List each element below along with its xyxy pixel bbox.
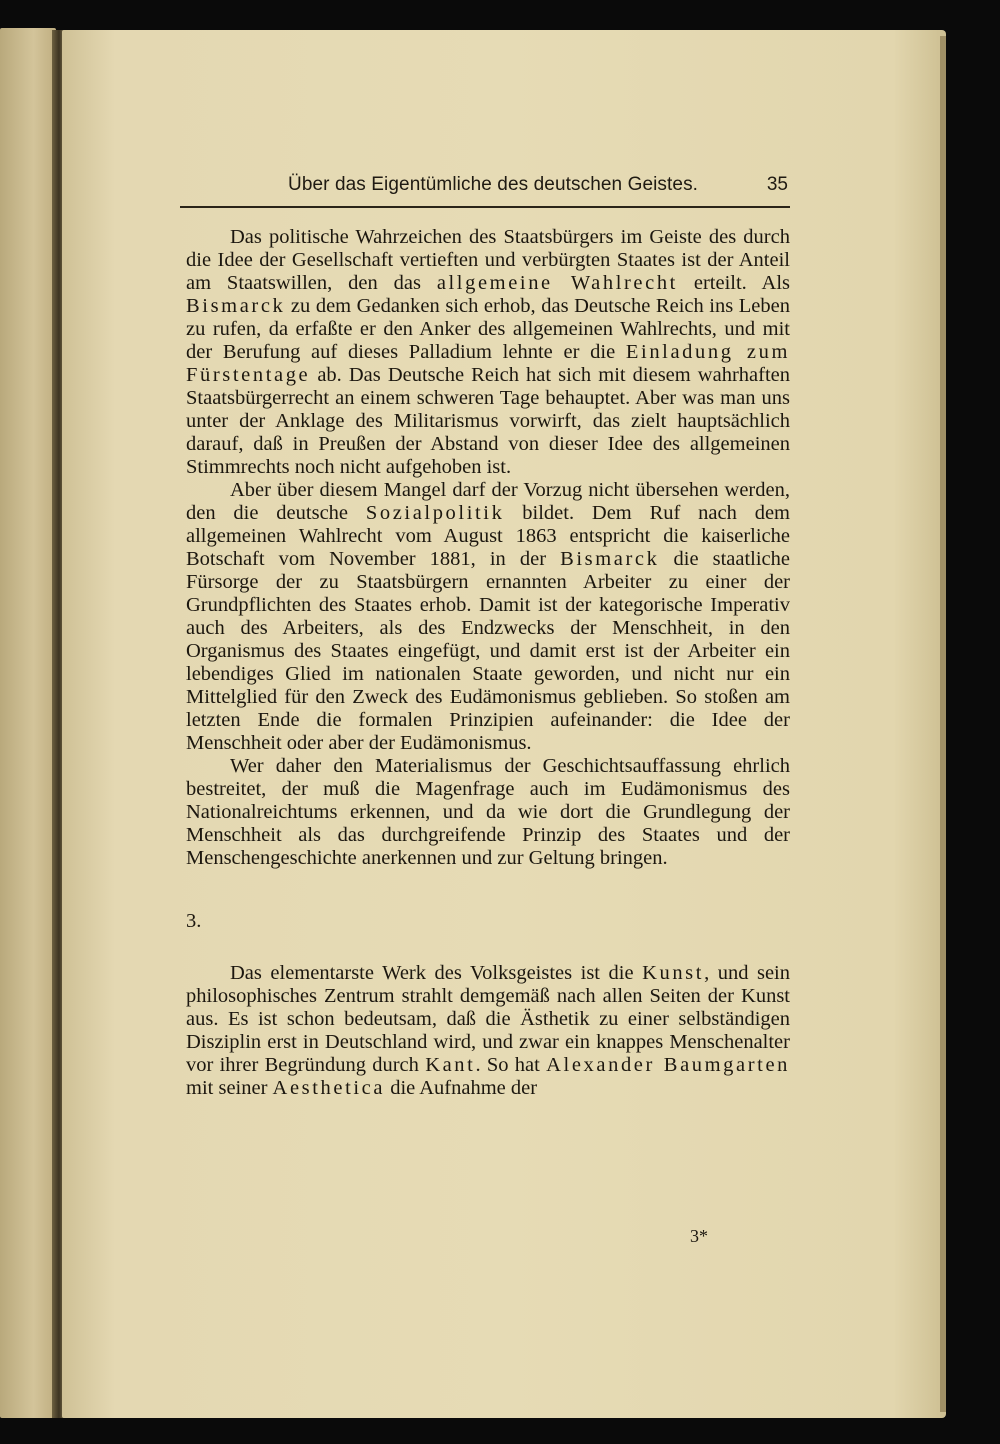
emphasis-bismarck: Bismarck [560, 548, 660, 570]
running-title: Über das Eigentümliche des deutschen Geistes. [288, 174, 699, 195]
paragraph-1-text: erteilt. Als [677, 272, 790, 294]
paragraph-2-text: die staatliche Fürsorge der zu Staatsbürgern ernannten Arbeiter zu einer der Grundpflichten des Staates erhob. Damit ist der kategorische Imperativ auch des Arbeiters, als des Endzwecks der Menschheit, in den Organismus des Staates eingefügt, und damit erst ist der Arbeiter ein lebendiges Glied im nationalen Staate geworden, und nicht nur ein Mittelglied für den Zweck des Eudämonismus geblieben. So stoßen am letzten Ende die formalen Prinzipien aufeinander: die Idee der Menschheit oder aber der Eudämonismus. [186, 548, 790, 754]
paragraph-4 [186, 962, 790, 1100]
emphasis-alexander-baumgarten: Alexander Baumgarten [546, 1054, 790, 1076]
paragraph-2 [186, 479, 790, 755]
running-head [180, 172, 790, 208]
page-number: 35 [766, 174, 788, 195]
paragraph-2-text: bildet. Dem Ruf nach dem allgemeinen Wahlrecht vom August 1863 entspricht die kaiserliche Botschaft vom November 1881, in der [186, 502, 790, 570]
previous-page-edge [0, 28, 56, 1418]
signature-mark: 3* [690, 1226, 708, 1246]
paragraph-2-text: Aber über diesem Mangel darf der Vorzug nicht übersehen werden, den die deutsche [186, 479, 790, 524]
paragraph-1-text: zu dem Gedanken sich erhob, das Deutsche Reich ins Leben zu rufen, da erfaßte er den Anker des allgemeinen Wahlrechts, und mit der Berufung auf dieses Palladium lehnte er die [186, 295, 790, 363]
emphasis-sozialpolitik: Sozialpolitik [365, 502, 505, 524]
page-right-edge [940, 36, 946, 1412]
emphasis-allgemeine-wahlrecht: allgemeine Wahlrecht [436, 272, 678, 294]
paragraph-4-text: . So hat [475, 1054, 547, 1076]
paragraph-4-text: , und sein philosophisches Zentrum strahlt demgemäß nach allen Seiten der Kunst aus. Es ist schon bedeutsam, daß die Ästhetik zu einer selbständigen Disziplin erst in Deutschland wird, und zwar ein knappes Menschenalter vor ihrer Begründung durch [186, 962, 790, 1076]
section-number: 3. [186, 910, 202, 932]
emphasis-aesthetica: Aesthetica [272, 1077, 386, 1099]
emphasis-bismarck: Bismarck [186, 295, 286, 317]
body-text [186, 226, 790, 1100]
paragraph-1 [186, 226, 790, 479]
emphasis-kant: Kant [425, 1054, 476, 1076]
paragraph-3: Wer daher den Materialismus der Geschichtsauffassung ehrlich bestreitet, der muß die Magenfrage auch im Eudämonismus des Nationalreichtums erkennen, und da wie dort die Grundlegung der Menschheit als das durchgreifende Prinzip des Staates und der Menschengeschichte anerkennen und zur Geltung bringen. [186, 755, 790, 869]
paragraph-4-text: Das elementarste Werk des Volksgeistes ist die [230, 962, 643, 984]
paragraph-1-text: ab. Das Deutsche Reich hat sich mit diesem wahrhaften Staatsbürgerrecht an einem schweren Tage behauptet. Aber was man uns unter der Anklage des Militarismus vorwirft, das zielt hauptsächlich darauf, daß in Preußen der Abstand von dieser Idee des allgemeinen Stimmrechts noch nicht aufgehoben ist. [186, 364, 790, 478]
paragraph-4-text: die Aufnahme der [385, 1077, 538, 1099]
emphasis-kunst: Kunst [642, 962, 705, 984]
emphasis-einladung: Einladung zum Fürstentage [186, 341, 790, 386]
paragraph-1-text: Das politische Wahrzeichen des Staatsbürgers im Geiste des durch die Idee der Gesellschaft vertieften und verbürgten Staates ist der Anteil am Staatswillen, den das [186, 226, 790, 294]
paragraph-4-text: mit seiner [186, 1077, 273, 1099]
